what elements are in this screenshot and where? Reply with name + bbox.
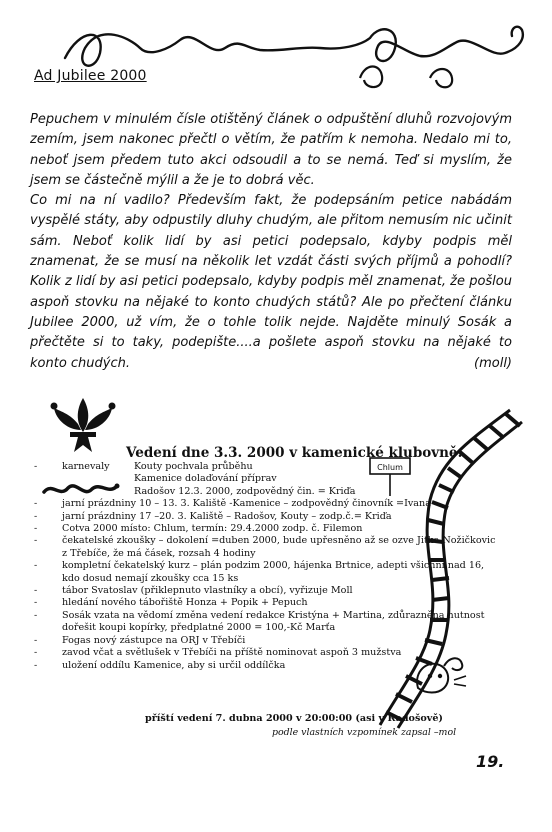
article-paragraph-2-text: Co mi na ní vadilo? Především fakt, že podepsáním petice nabádám vyspělé státy, aby odpustily dluhy chudým, ale přitom nemusím nic učinit sám. Neboť kolik lidí by asi petici podepsalo, kdyby podpis měl znamenat, že se musí na několik let vzdát části svých příjmů a pohodlí? Kolik z lidí by asi petici podepsalo, kdyby podpis měl znamenat, že pošlou aspoň stovku na nějaké to konto chudých států? Ale po přečtení článku Jubilee 2000, už vím, že o tohle tolik nejde. Najděte minulý Sosák a přečtěte si to taky, podepište....a pošlete aspoň stovku na nějaké to konto chudých. (30, 193, 512, 371)
minutes-item: - kompletní čekatelský kurz – plán podzim 2000, hájenka Brtnice, adepti všichni nad 16, kdo dosud nemají zkoušky cca 15 ks (30, 560, 500, 585)
article-paragraph-2 (30, 191, 512, 374)
carnival-detail-2: Kamenice dolaďování příprav (134, 473, 277, 485)
meeting-minutes (30, 461, 500, 672)
minutes-item-carnival (30, 461, 500, 473)
minutes-item: - čekatelské zkoušky – dokolení =duben 2000, bude upřesněno až se ozve Jitka Nožičkovic z Třebíče, že má čásek, rozsah 4 hodiny (30, 535, 500, 560)
minutes-item: - Cotva 2000 místo: Chlum, termín: 29.4.2000 zodp. č. Filemon (30, 523, 500, 535)
minutes-item: - jarní prázdniny 17 –20. 3. Kaliště – Radošov, Kouty – zodp.č.= Kriďa (30, 511, 500, 523)
scout-lily-jester-logo-icon (48, 390, 118, 460)
station-sign-text: Chlum (377, 463, 403, 472)
next-meeting-note: příští vedení 7. dubna 2000 v 20:00:00 (asi v Radošově) (145, 713, 443, 724)
minutes-item: - jarní prázdniny 10 – 13. 3. Kaliště -Kamenice – zodpovědný činovník =Ivana (30, 498, 500, 510)
minutes-item: - hledání nového tábořiště Honza + Popik + Pepuch (30, 597, 500, 609)
page-number: 19. (476, 752, 505, 771)
article-paragraph-1: Pepuchem v minulém čísle otištěný článek o odpuštění dluhů rozvojovým zemím, jsem nakonec přečtl o větím, že patřím k nemoha. Nedalo mi to, neboť jsem předem tuto akci odsoudil a to se nemá. Teď si myslím, že jsem se částečně mýlil a že je to dobrá věc. (30, 112, 512, 188)
minutes-item-carnival-sub-2 (30, 486, 500, 498)
carnival-label: - karnevaly (62, 461, 110, 472)
minutes-item: - tábor Svatoslav (přiklepnuto vlastníky a obcí), vyřizuje Moll (30, 585, 500, 597)
recorded-by-note: podle vlastních vzpomínek zapsal –mol (272, 727, 457, 738)
article-signature: (moll) (474, 355, 512, 371)
article-title: Ad Jubilee 2000 (34, 68, 147, 84)
creature-doodle-icon (410, 650, 470, 700)
carnival-detail-1: Kouty pochvala průběhu (134, 461, 253, 472)
minutes-item: - uložení oddílu Kamenice, aby si určil oddílčka (30, 660, 500, 672)
carnival-detail-3: Radošov 12.3. 2000, zodpovědný čin. = Kriďa (134, 485, 356, 497)
minutes-item: - Fogas nový zástupce na ORJ v Třebíči (30, 635, 500, 647)
minutes-item: - Sosák vzata na vědomí změna vedení redakce Kristýna + Martina, zdůrazněna nutnost dořešit koupi kopírky, předplatné 2000 = 100,-Kč Marťa (30, 610, 500, 635)
minutes-title: Vedení dne 3.3. 2000 v kamenické klubovně: (126, 445, 463, 461)
minutes-item: - zavod včat a světlušek v Třebíči na příště nominovat aspoň 3 mužstva (30, 647, 500, 659)
minutes-list (30, 461, 500, 672)
minutes-item-carnival-sub-1 (30, 473, 500, 485)
decorative-swirl-ornament (60, 18, 530, 96)
article-body (30, 110, 512, 374)
